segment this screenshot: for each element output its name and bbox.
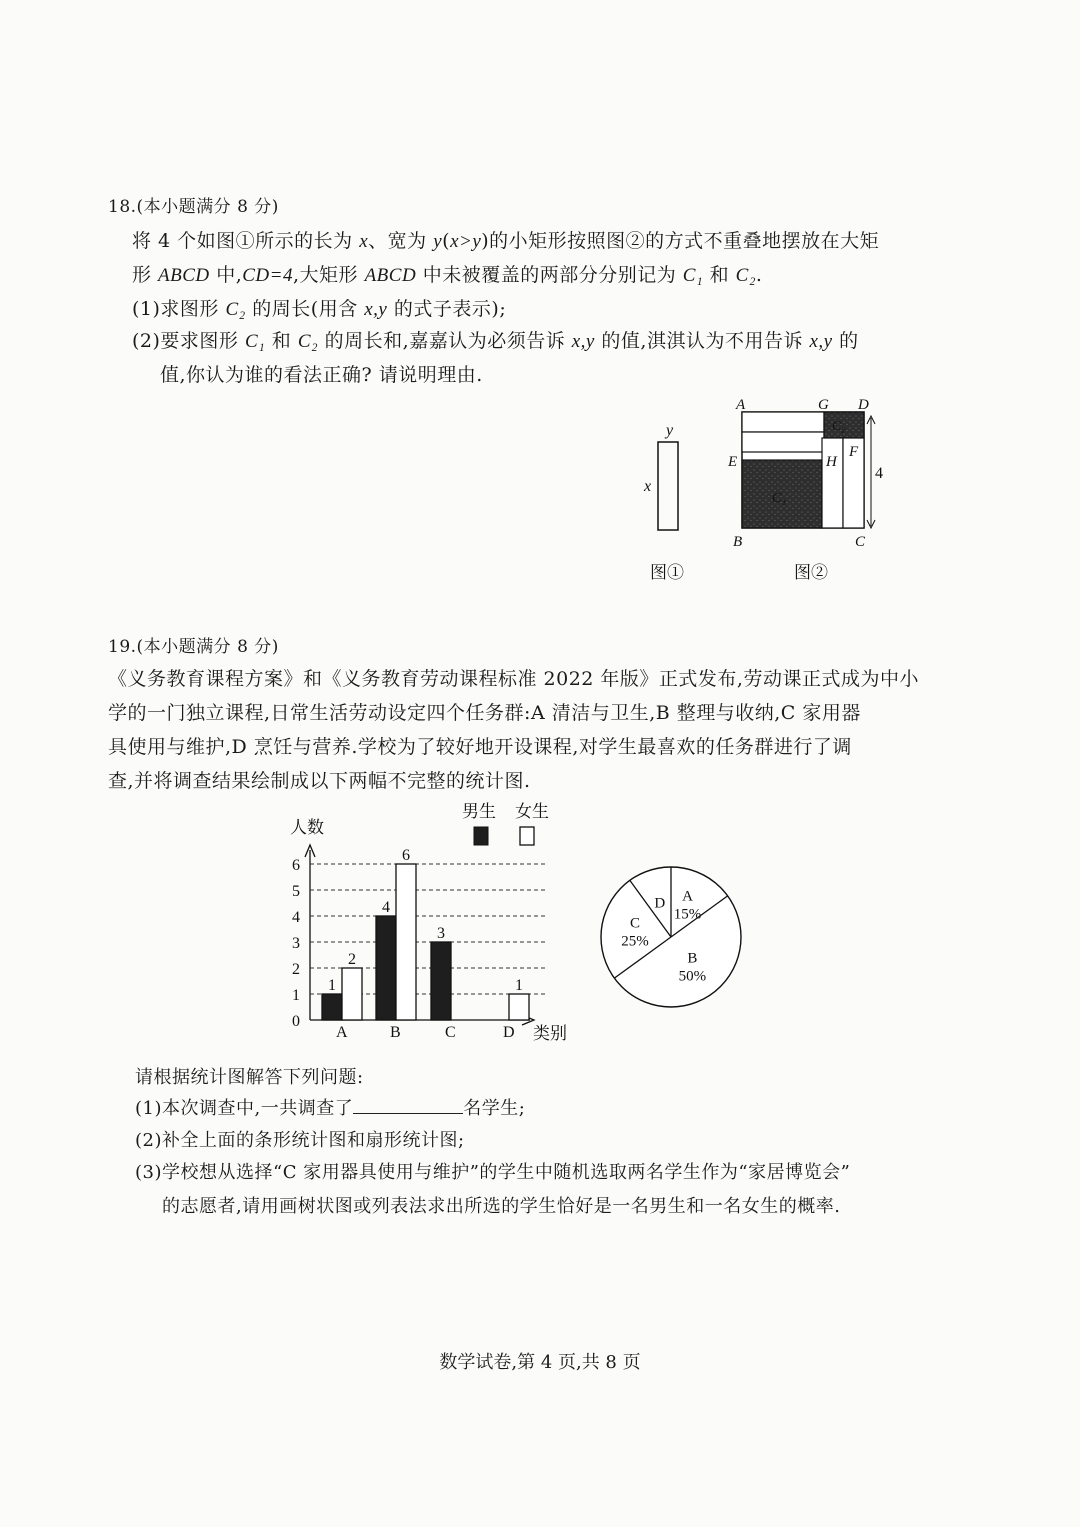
- q18-text: 和: [703, 264, 736, 286]
- fig1-label-y: y: [666, 422, 674, 439]
- pie-slice-percent: 50%: [678, 968, 707, 985]
- y-tick-label: 4: [292, 909, 300, 926]
- q19-line-3: 具使用与维护,D 烹饪与营养.学校为了较好地开设课程,对学生最喜欢的任务群进行了调: [108, 736, 852, 758]
- label-d: D: [858, 397, 869, 413]
- q18-text: 的式子表示);: [387, 298, 507, 320]
- bar-female: [396, 864, 416, 1020]
- c1: C₁: [682, 265, 704, 286]
- bar-value-label: 6: [402, 847, 410, 864]
- bar-male: [376, 916, 396, 1020]
- q18-header: 18.(本小题满分 8 分): [108, 197, 279, 217]
- horizontal-rect-top: [742, 412, 824, 432]
- q18-text: 和: [265, 330, 298, 352]
- q19-header: 19.(本小题满分 8 分): [108, 637, 279, 657]
- q18-part-1: [132, 294, 506, 321]
- pie-slice-label: B: [687, 950, 698, 967]
- q18-text: 的周长和,嘉嘉认为必须告诉: [318, 330, 572, 352]
- bar-male: [431, 942, 451, 1020]
- x-category-label: D: [503, 1024, 515, 1041]
- legend-swatch-female: [520, 827, 534, 845]
- pie-slice-label: C: [630, 915, 641, 932]
- var-y: y: [433, 231, 443, 252]
- x-axis-label: 类别: [533, 1024, 567, 1043]
- q18-part-2: [132, 326, 859, 353]
- y-axis-label: 人数: [290, 818, 324, 837]
- x-category-label: A: [336, 1024, 348, 1041]
- bar-male: [322, 994, 342, 1020]
- label-f: F: [849, 444, 859, 460]
- y-tick-label: 1: [292, 987, 300, 1004]
- pie-slice-percent: 15%: [673, 906, 702, 923]
- q19-part-2: (2)补全上面的条形统计图和扇形统计图;: [135, 1130, 465, 1151]
- label-c1: C₁: [772, 491, 787, 506]
- c1: C₁: [244, 331, 266, 352]
- condition: x>y: [450, 231, 482, 252]
- bar-female: [342, 968, 362, 1020]
- q18-part-2-cont: 值,你认为谁的看法正确? 请说明理由.: [160, 364, 483, 386]
- bar-value-label: 4: [382, 899, 390, 916]
- bar-value-label: 2: [348, 951, 356, 968]
- bar-value-label: 1: [328, 977, 336, 994]
- q18-text: (1)求图形: [132, 298, 226, 320]
- vars-xy: x,y: [364, 299, 388, 320]
- x-category-label: B: [390, 1024, 401, 1041]
- legend-swatch-male: [474, 827, 488, 845]
- pie-slice-label: A: [682, 888, 693, 905]
- var-x: x: [359, 231, 369, 252]
- fig2-length-4: 4: [875, 465, 883, 482]
- q18-figures: [620, 390, 920, 600]
- q18-text: (2)要求图形: [132, 330, 245, 352]
- q18-text: 、宽为: [368, 230, 434, 252]
- bar-value-label: 3: [437, 925, 445, 942]
- q19-part-3: (3)学校想从选择“C 家用器具使用与维护”的学生中随机选取两名学生作为“家居博览会”: [135, 1162, 851, 1183]
- pie-slice-label: D: [654, 895, 666, 912]
- q19-line-4: 查,并将调查结果绘制成以下两幅不完整的统计图.: [108, 770, 531, 792]
- q18-text: .: [755, 264, 763, 286]
- horizontal-rect-2: [742, 432, 824, 452]
- bar-chart: [270, 795, 590, 1055]
- legend-label-male: 男生: [462, 802, 496, 821]
- q18-text: )的小矩形按照图②的方式不重叠地摆放在大矩: [481, 230, 880, 252]
- c2: C₂: [225, 299, 246, 320]
- q18-text: 形: [132, 264, 159, 286]
- answer-blank[interactable]: [353, 1095, 463, 1114]
- label-a: A: [736, 397, 746, 413]
- q18-text: 的值,淇淇认为不用告诉: [594, 330, 810, 352]
- vars-xy: x,y: [571, 331, 595, 352]
- y-tick-label: 0: [292, 1013, 300, 1030]
- q18-text: ,大矩形: [292, 264, 365, 286]
- rect-abcd: ABCD: [158, 265, 210, 286]
- y-tick-label: 6: [292, 857, 300, 874]
- label-g: G: [818, 397, 829, 413]
- label-c: C: [855, 534, 866, 550]
- q19-text: 名学生;: [463, 1098, 526, 1119]
- cd-equation: CD=4: [242, 265, 293, 286]
- q18-text: 将 4 个如图①所示的长为: [132, 230, 360, 252]
- q19-part-1: [135, 1094, 525, 1120]
- pie-slice-percent: 25%: [621, 933, 649, 950]
- q18-text: 中,: [209, 264, 243, 286]
- q19-line-1: 《义务教育课程方案》和《义务教育劳动课程标准 2022 年版》正式发布,劳动课正式成为中小: [108, 668, 919, 690]
- q19-line-2: 学的一门独立课程,日常生活劳动设定四个任务群:A 清洁与卫生,B 整理与收纳,C 家用器: [108, 702, 861, 724]
- vertical-rect-1: [822, 438, 843, 528]
- q19-part-3-cont: 的志愿者,请用画树状图或列表法求出所选的学生恰好是一名男生和一名女生的概率.: [162, 1196, 841, 1217]
- fig1-label-x: x: [644, 478, 652, 495]
- small-rectangle: [658, 442, 678, 530]
- y-tick-label: 3: [292, 935, 300, 952]
- q19-intro: 请根据统计图解答下列问题:: [135, 1067, 364, 1088]
- y-tick-label: 2: [292, 961, 300, 978]
- fig1-caption: 图①: [650, 563, 684, 582]
- q18-line-1: [132, 226, 879, 253]
- vars-xy: x,y: [809, 331, 833, 352]
- label-c2: C₂: [832, 418, 846, 433]
- legend-label-female: 女生: [515, 802, 549, 821]
- fig2-caption: 图②: [794, 563, 828, 582]
- q18-text: 中未被覆盖的两部分分别记为: [416, 264, 683, 286]
- label-e: E: [728, 454, 738, 470]
- q18-line-2: [132, 260, 762, 287]
- bar-value-label: 1: [515, 977, 523, 994]
- q18-text: 的: [832, 330, 859, 352]
- q19-text: (1)本次调查中,一共调查了: [135, 1098, 354, 1119]
- page-footer: 数学试卷,第 4 页,共 8 页: [439, 1352, 641, 1373]
- rect-abcd: ABCD: [364, 265, 417, 286]
- x-category-label: C: [445, 1024, 456, 1041]
- label-h: H: [826, 454, 837, 470]
- q18-text: 的周长(用含: [245, 298, 365, 320]
- y-tick-label: 5: [292, 883, 300, 900]
- label-b: B: [733, 534, 743, 550]
- q18-text: (: [442, 230, 451, 252]
- bar-female: [509, 994, 529, 1020]
- c2: C₂: [735, 265, 756, 286]
- pie-chart: [596, 862, 746, 1012]
- c2: C₂: [297, 331, 319, 352]
